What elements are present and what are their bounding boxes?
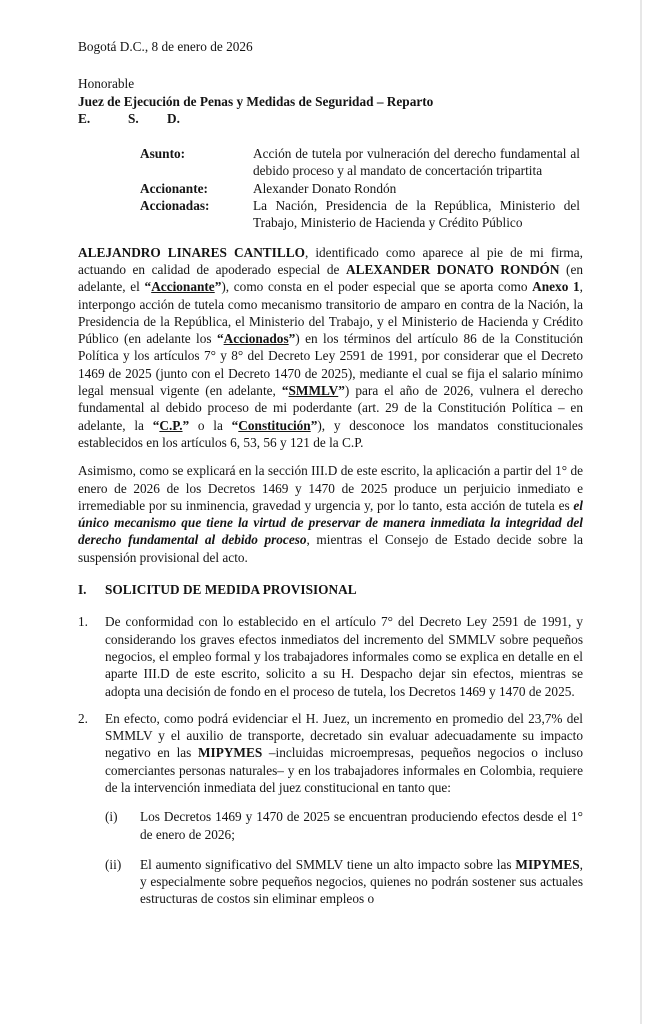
reference-row-asunto [140, 145, 580, 180]
reference-block [140, 145, 580, 231]
section-heading [78, 581, 583, 598]
section-number: I. [78, 582, 87, 598]
reference-label: Asunto: [140, 146, 186, 162]
addressee-block [78, 75, 583, 127]
sub-item-i [105, 808, 583, 843]
esd-letter: S. [128, 110, 139, 126]
numbered-item-1 [78, 613, 583, 699]
numbered-item-2 [78, 710, 583, 796]
item-text: De conformidad con lo establecido en el artículo 7° del Decreto Ley 2591 de 1991, y considerando los graves efectos inmediatos del incremento del SMMLV sobre pequeños negocios, el empleo formal y los trabajadores informales como se explica en detalle en el aparte III.D de este escrito, solicito a su H. Despacho dejar sin efectos, mientras se adopta una decisión de fondo en el proceso de tutela, los Decretos 1469 y 1470 de 2025. [105, 614, 583, 699]
reference-value: La Nación, Presidencia de la República, Ministerio del Trabajo, Ministerio de Hacienda y Crédito Público [253, 198, 580, 231]
sub-item-text: Los Decretos 1469 y 1470 de 2025 se encuentran produciendo efectos desde el 1° de enero de 2026; [140, 809, 583, 842]
item-number: 2. [78, 710, 88, 726]
reference-value: Acción de tutela por vulneración del derecho fundamental al debido proceso y al mandato de concertación tripartita [253, 146, 580, 179]
sub-item-marker: (i) [105, 809, 118, 825]
esd-letter: D. [167, 110, 180, 126]
esd-line [78, 110, 583, 127]
reference-value: Alexander Donato Rondón [253, 180, 397, 196]
esd-letter: E. [78, 110, 91, 126]
page-edge-divider [640, 0, 642, 1024]
section-title: SOLICITUD DE MEDIDA PROVISIONAL [105, 582, 357, 598]
reference-row-accionadas [140, 197, 580, 232]
opening-paragraph: ALEJANDRO LINARES CANTILLO, identificado como aparece al pie de mi firma, actuando en calidad de apoderado especial de ALEXANDER DONATO RONDÓN (en adelante, el “Accionante”), como consta en el poder especial que se aporta como Anexo 1, interpongo acción de tutela como mecanismo transitorio de amparo en contra de la Nación, la Presidencia de la República, el Ministerio del Trabajo, y el Ministerio de Hacienda y Crédito Público (en adelante los “Accionados”) en los términos del artículo 86 de la Constitución Política y los artículos 7° y 8° del Decreto Ley 2591 de 1991, por considerar que el Decreto 1469 de 2025 (junto con el Decreto 1470 de 2025), mediante el cual se fija el salario mínimo legal mensual vigente (en adelante, “SMMLV”) para el año de 2026, vulnera el derecho fundamental al debido proceso de mi poderdante (art. 29 de la Constitución Política – en adelante, la “C.P.” o la “Constitución”), y desconoce los mandatos constitucionales establecidos en los artículos 6, 53, 56 y 121 de la C.P. [78, 244, 584, 450]
sub-item-text: El aumento significativo del SMMLV tiene un alto impacto sobre las MIPYMES, y especialmente sobre pequeños negocios, quienes no podrán sostener sus actuales estructuras de costos sin eliminar empleos o [140, 856, 583, 907]
reference-label: Accionante: [140, 180, 208, 196]
addressee-court: Juez de Ejecución de Penas y Medidas de Seguridad – Reparto [78, 93, 434, 109]
addressee-honorable: Honorable [78, 76, 135, 92]
sub-item-ii [105, 856, 583, 908]
reference-label: Accionadas: [140, 198, 210, 214]
item-number: 1. [78, 614, 88, 630]
date-line: Bogotá D.C., 8 de enero de 2026 [78, 39, 253, 54]
provisional-harm-paragraph: Asimismo, como se explicará en la sección III.D de este escrito, la aplicación a partir del 1° de enero de 2026 de los Decretos 1469 y 1470 de 2025 produce un perjuicio inmediato e irremediable por su inminencia, gravedad y urgencia y, por lo tanto, esta acción de tutela es el único mecanismo que tiene la virtud de preservar de manera inmediata la integridad del derecho fundamental al debido proceso, mientras el Consejo de Estado decide sobre la suspensión provisional del acto. [78, 463, 583, 565]
reference-row-accionante [140, 180, 580, 197]
item-text: En efecto, como podrá evidenciar el H. Juez, un incremento en promedio del 23,7% del SMMLV y el auxilio de transporte, decretado sin evaluar adecuadamente su impacto negativo en las MIPYMES –incluidas microempresas, pequeños negocios o incluso comerciantes personas naturales– y en los trabajadores informales en Colombia, requiere de la intervención inmediata del juez constitucional en tanto que: [105, 710, 583, 795]
sub-item-marker: (ii) [105, 856, 122, 872]
